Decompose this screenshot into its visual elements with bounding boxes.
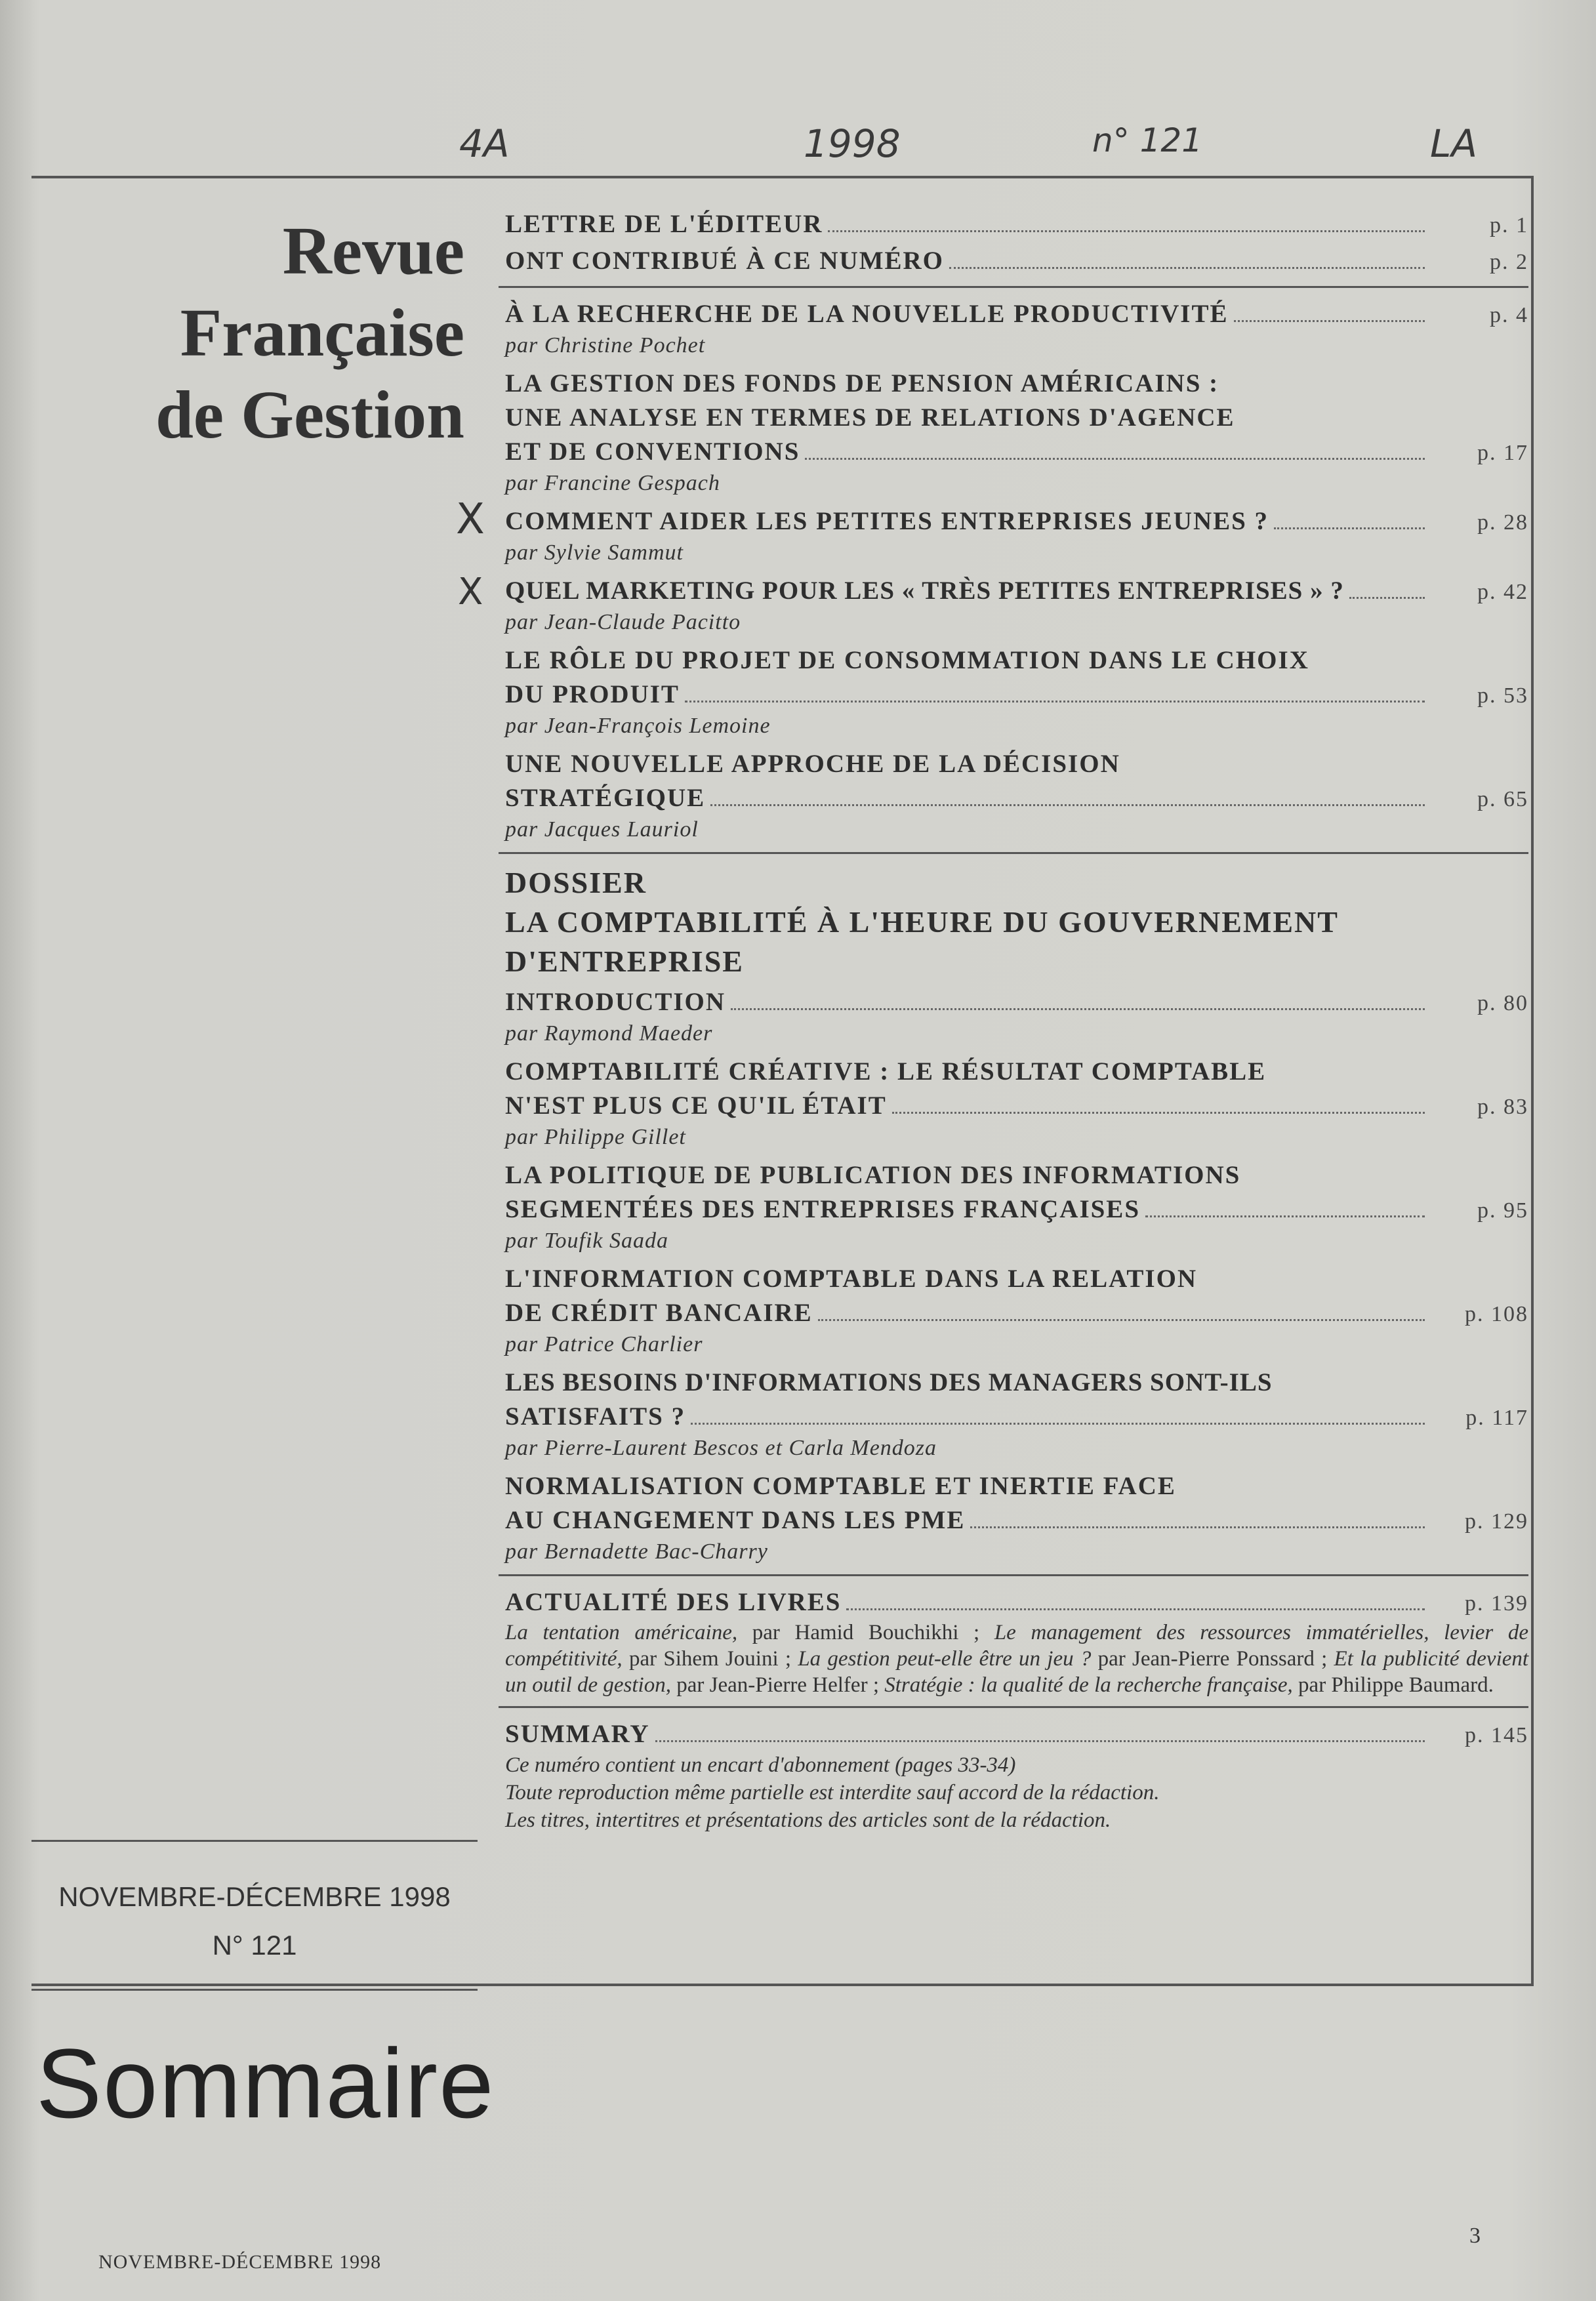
dossier-label: DOSSIER bbox=[505, 866, 647, 899]
toc-entry[interactable] bbox=[505, 367, 1528, 498]
entry-title: LE RÔLE DU PROJET DE CONSOMMATION DANS LE CHOIX bbox=[505, 646, 1309, 674]
books-list bbox=[505, 1619, 1528, 1698]
handwritten-x-mark: X bbox=[458, 571, 483, 613]
toc-entry[interactable] bbox=[505, 207, 1528, 241]
entry-page: p. 53 bbox=[1477, 683, 1528, 708]
entry-title: QUEL MARKETING POUR LES « TRÈS PETITES ENTREPRISES » ? bbox=[505, 577, 1344, 605]
entry-author: par Philippe Gillet bbox=[505, 1125, 686, 1149]
entry-author: par Christine Pochet bbox=[505, 333, 706, 357]
handwritten-note-2: 1998 bbox=[804, 121, 901, 166]
entry-title: UNE ANALYSE EN TERMES DE RELATIONS D'AGENCE bbox=[505, 403, 1235, 432]
entry-title: DE CRÉDIT BANCAIRE bbox=[505, 1299, 813, 1327]
entry-title: INTRODUCTION bbox=[505, 988, 726, 1016]
entry-title: LA GESTION DES FONDS DE PENSION AMÉRICAINS : bbox=[505, 369, 1219, 397]
entry-page: p. 2 bbox=[1490, 250, 1528, 274]
summary-entry[interactable] bbox=[505, 1717, 1528, 1834]
entry-author: par Pierre-Laurent Bescos et Carla Mendoza bbox=[505, 1436, 937, 1460]
toc-entry[interactable] bbox=[505, 1055, 1528, 1152]
entry-title: LES BESOINS D'INFORMATIONS DES MANAGERS SONT-ILS bbox=[505, 1368, 1273, 1396]
entry-author: par Jacques Lauriol bbox=[505, 817, 699, 842]
entry-title: NORMALISATION COMPTABLE ET INERTIE FACE bbox=[505, 1472, 1176, 1500]
entry-title: UNE NOUVELLE APPROCHE DE LA DÉCISION bbox=[505, 750, 1120, 778]
entry-page: p. 80 bbox=[1477, 991, 1528, 1015]
divider bbox=[499, 286, 1528, 288]
divider bbox=[499, 852, 1528, 854]
entry-page: p. 42 bbox=[1477, 580, 1528, 604]
issue-number: N° 121 bbox=[212, 1930, 297, 1961]
journal-title-line-3: de Gestion bbox=[155, 377, 464, 453]
book-title: Et la publicité devient un outil de gestion, bbox=[505, 1647, 1529, 1697]
entry-title: L'INFORMATION COMPTABLE DANS LA RELATION bbox=[505, 1265, 1198, 1293]
entry-title: SEGMENTÉES DES ENTREPRISES FRANÇAISES bbox=[505, 1195, 1141, 1223]
entry-title: SATISFAITS ? bbox=[505, 1402, 686, 1431]
toc-entry[interactable] bbox=[505, 574, 1528, 637]
book-author: par Jean-Pierre Helfer ; bbox=[676, 1673, 879, 1697]
entry-page: p. 139 bbox=[1465, 1591, 1528, 1616]
book-title: Stratégie : la qualité de la recherche française, bbox=[884, 1673, 1293, 1697]
entry-author: par Jean-Claude Pacitto bbox=[505, 610, 741, 634]
entry-title: ET DE CONVENTIONS bbox=[505, 438, 800, 466]
toc-entry[interactable] bbox=[505, 985, 1528, 1048]
entry-title: COMPTABILITÉ CRÉATIVE : LE RÉSULTAT COMPTABLE bbox=[505, 1057, 1267, 1086]
toc-entry[interactable] bbox=[505, 504, 1528, 567]
handwritten-note-1: 4A bbox=[459, 121, 510, 166]
entry-author: par Jean-François Lemoine bbox=[505, 714, 771, 738]
toc-entry[interactable] bbox=[505, 297, 1528, 360]
book-title: La tentation américaine, bbox=[505, 1621, 738, 1644]
toc-entry[interactable] bbox=[505, 643, 1528, 741]
entry-title: LETTRE DE L'ÉDITEUR bbox=[505, 210, 823, 238]
entry-author: par Francine Gespach bbox=[505, 471, 720, 495]
toc-entry[interactable] bbox=[505, 1366, 1528, 1463]
section-title: Sommaire bbox=[36, 2028, 495, 2138]
entry-title: N'EST PLUS CE QU'IL ÉTAIT bbox=[505, 1091, 887, 1120]
book-author: par Sihem Jouini ; bbox=[628, 1647, 792, 1671]
book-title: Le management des ressources immatérielles, levier de compétitivité, bbox=[505, 1621, 1528, 1671]
toc-entry[interactable] bbox=[505, 1262, 1528, 1359]
toc-entry[interactable] bbox=[505, 747, 1528, 844]
entry-title: ACTUALITÉ DES LIVRES bbox=[505, 1588, 842, 1616]
entry-title: ONT CONTRIBUÉ À CE NUMÉRO bbox=[505, 247, 945, 275]
issue-date: NOVEMBRE-DÉCEMBRE 1998 bbox=[58, 1881, 451, 1912]
dossier-title: D'ENTREPRISE bbox=[505, 945, 744, 978]
entry-author: par Sylvie Sammut bbox=[505, 540, 684, 565]
table-of-contents bbox=[505, 207, 1528, 1841]
entry-author: par Patrice Charlier bbox=[505, 1332, 703, 1356]
entry-page: p. 129 bbox=[1465, 1509, 1528, 1534]
entry-title: STRATÉGIQUE bbox=[505, 784, 706, 812]
summary-note: Toute reproduction même partielle est interdite sauf accord de la rédaction. bbox=[505, 1781, 1160, 1804]
toc-entry[interactable] bbox=[505, 1469, 1528, 1566]
entry-page: p. 83 bbox=[1477, 1095, 1528, 1119]
entry-page: p. 117 bbox=[1465, 1406, 1528, 1430]
entry-author: par Bernadette Bac-Charry bbox=[505, 1539, 768, 1564]
journal-title-line-2: Française bbox=[180, 295, 464, 371]
entry-page: p. 145 bbox=[1465, 1723, 1528, 1747]
handwritten-x-mark: X bbox=[456, 495, 485, 544]
entry-title: SUMMARY bbox=[505, 1720, 650, 1748]
entry-title: LA POLITIQUE DE PUBLICATION DES INFORMATIONS bbox=[505, 1161, 1241, 1189]
divider bbox=[499, 1574, 1528, 1576]
entry-author: par Toufik Saada bbox=[505, 1229, 669, 1253]
summary-note: Ce numéro contient un encart d'abonnement (pages 33-34) bbox=[505, 1753, 1016, 1777]
books-entry[interactable] bbox=[505, 1585, 1528, 1698]
entry-page: p. 17 bbox=[1477, 441, 1528, 465]
entry-page: p. 65 bbox=[1477, 787, 1528, 811]
book-title: La gestion peut-elle être un jeu ? bbox=[798, 1647, 1092, 1671]
handwritten-note-3: n° 121 bbox=[1092, 121, 1203, 159]
entry-title: À LA RECHERCHE DE LA NOUVELLE PRODUCTIVITÉ bbox=[505, 300, 1229, 328]
journal-title-line-1: Revue bbox=[282, 213, 464, 289]
divider bbox=[499, 1706, 1528, 1708]
handwritten-note-4: LA bbox=[1430, 121, 1477, 166]
book-author: par Jean-Pierre Ponssard ; bbox=[1097, 1647, 1328, 1671]
entry-author: par Raymond Maeder bbox=[505, 1021, 713, 1046]
book-author: par Hamid Bouchikhi ; bbox=[752, 1621, 980, 1644]
toc-entry[interactable] bbox=[505, 1158, 1528, 1255]
entry-page: p. 95 bbox=[1477, 1198, 1528, 1223]
divider bbox=[31, 1989, 478, 1991]
divider bbox=[31, 1840, 478, 1842]
book-author: par Philippe Baumard. bbox=[1298, 1673, 1494, 1697]
entry-title: AU CHANGEMENT DANS LES PME bbox=[505, 1506, 966, 1534]
dossier-title: LA COMPTABILITÉ À L'HEURE DU GOUVERNEMENT bbox=[505, 905, 1339, 939]
entry-page: p. 108 bbox=[1465, 1302, 1528, 1326]
entry-title: DU PRODUIT bbox=[505, 680, 680, 708]
footer-date: NOVEMBRE-DÉCEMBRE 1998 bbox=[98, 2251, 382, 2273]
entry-page: p. 1 bbox=[1490, 213, 1528, 237]
entry-page: p. 28 bbox=[1477, 510, 1528, 535]
page-number: 3 bbox=[1469, 2224, 1481, 2248]
journal-title bbox=[155, 210, 464, 456]
summary-note: Les titres, intertitres et présentations des articles sont de la rédaction. bbox=[505, 1808, 1111, 1832]
entry-title: COMMENT AIDER LES PETITES ENTREPRISES JEUNES ? bbox=[505, 507, 1269, 535]
toc-entry[interactable] bbox=[505, 244, 1528, 278]
entry-page: p. 4 bbox=[1490, 303, 1528, 327]
